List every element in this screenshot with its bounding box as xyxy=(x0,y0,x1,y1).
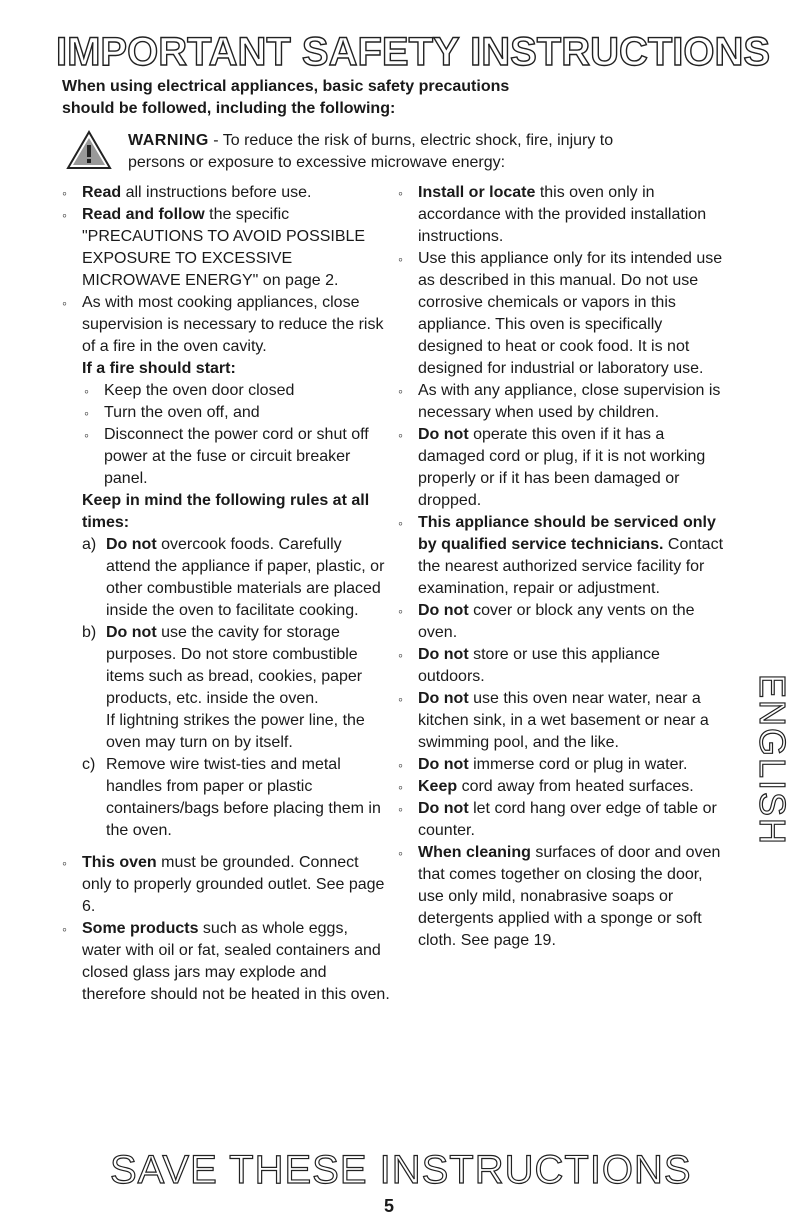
right-column xyxy=(396,182,726,952)
intro-line-2: should be followed, including the following: xyxy=(62,100,396,117)
intro-line-1: When using electrical appliances, basic safety precautions xyxy=(62,78,510,95)
warning-text-2: persons or exposure to excessive microwave energy: xyxy=(128,154,506,171)
warning-block xyxy=(128,130,728,174)
warning-text-1: - To reduce the risk of burns, electric shock, fire, injury to xyxy=(208,132,614,149)
fire-heading: If a fire should start: xyxy=(82,360,236,377)
list-item: ◦ Some products such as whole eggs, water with oil or fat, sealed containers and closed glass jars may explode and therefore should not be heated in this oven. xyxy=(62,920,390,1003)
list-item: ◦ Do not operate this oven if it has a damaged cord or plug, if it is not working properly or if it has been damaged or dropped. xyxy=(398,426,706,509)
left-column xyxy=(60,182,390,1006)
list-item: c) Remove wire twist-ties and metal handles from paper or plastic containers/bags before placing them in the oven. xyxy=(82,756,381,839)
rules-heading: Keep in mind the following rules at all times: xyxy=(82,492,370,531)
warning-triangle-icon xyxy=(66,130,112,170)
list-item: ◦ Do not immerse cord or plug in water. xyxy=(398,756,688,773)
list-item: ◦ Disconnect the power cord or shut off power at the fuse or circuit breaker panel. xyxy=(84,426,369,487)
list-item: ◦ As with most cooking appliances, close supervision is necessary to reduce the risk of a fire in the oven cavity. xyxy=(62,294,384,355)
save-instructions-footer: SAVE THESE INSTRUCTIONS xyxy=(110,1148,692,1192)
list-item: ◦ Do not store or use this appliance outdoors. xyxy=(398,646,660,685)
list-item: ◦ Do not let cord hang over edge of table or counter. xyxy=(398,800,717,839)
list-item: ◦ Do not cover or block any vents on the oven. xyxy=(398,602,695,641)
list-item: ◦ Read all instructions before use. xyxy=(62,184,312,201)
intro-text xyxy=(62,76,662,120)
list-item: ◦ Keep cord away from heated surfaces. xyxy=(398,778,694,795)
page-title: IMPORTANT SAFETY INSTRUCTIONS xyxy=(56,30,771,74)
list-item: ◦ Turn the oven off, and xyxy=(84,404,260,421)
list-item: b) Do not use the cavity for storage purposes. Do not store combustible items such as bread, cookies, paper products, etc. inside the oven. If lightning strikes the power line, the oven may turn on by itself. xyxy=(82,624,365,751)
list-item: ◦ When cleaning surfaces of door and oven that comes together on closing the door, use only mild, nonabrasive soaps or detergents applied with a sponge or soft cloth. See page 19. xyxy=(398,844,721,949)
list-item: ◦ This oven must be grounded. Connect only to properly grounded outlet. See page 6. xyxy=(62,854,385,915)
list-item: ◦ Install or locate this oven only in accordance with the provided installation instructions. xyxy=(398,184,707,245)
list-item: ◦ This appliance should be serviced only by qualified service technicians. Contact the nearest authorized service facility for examination, repair or adjustment. xyxy=(398,514,724,597)
language-side-label xyxy=(722,670,793,870)
side-label-text: ENGLISH xyxy=(752,674,793,847)
warning-label: WARNING xyxy=(128,132,209,149)
list-item: ◦ Use this appliance only for its intended use as described in this manual. Do not use corrosive chemicals or vapors in this appliance. This oven is specifically designed to heat or cook food. It is not designed for industrial or laboratory use. xyxy=(398,250,723,377)
list-item: a) Do not overcook foods. Carefully attend the appliance if paper, plastic, or other combustible materials are placed inside the oven to facilitate cooking. xyxy=(82,536,385,619)
list-item: ◦ Do not use this oven near water, near a kitchen sink, in a wet basement or near a swimming pool, and the like. xyxy=(398,690,709,751)
list-item: ◦ Keep the oven door closed xyxy=(84,382,295,399)
page-number: 5 xyxy=(384,1196,395,1216)
list-item: ◦ As with any appliance, close supervision is necessary when used by children. xyxy=(398,382,721,421)
list-item: ◦ Read and follow the specific "PRECAUTIONS TO AVOID POSSIBLE EXPOSURE TO EXCESSIVE MICROWAVE ENERGY" on page 2. xyxy=(62,206,366,289)
